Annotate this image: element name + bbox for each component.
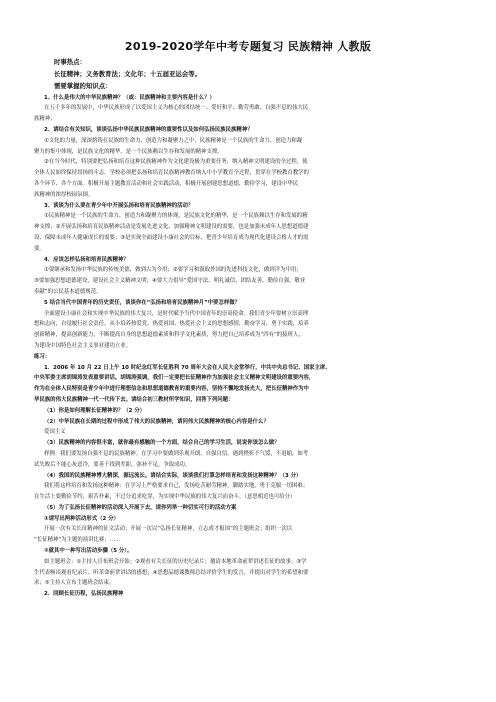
text-line: 样例：我们要发扬自强不息的民族精神。在学习中要做到乐观开朗、自强自信。遇到挫折不气馁，不退缩，如考	[44, 450, 309, 457]
text-line: 如主题班会：①主持人宣布班会开始；②观看有关长征的历史纪录片；邀请本地革命前辈讲述长征的故事；③学	[44, 558, 307, 565]
text-line: 求；⑤主持人宣布主题班会结束。	[34, 580, 115, 587]
text-line: 长征精神；义务教育法；文化年；十五届亚运会等。	[54, 70, 201, 79]
text-line: 2、请结合有关知识，谈谈弘扬中华民族民族精神的重要性以及如何弘扬民族民族精神？	[44, 127, 253, 133]
text-line: ②在当今时代，特别要把弘扬和培育这种民族精神作为文化建设极为重要任务，纳入精神文明建设的全过程，使	[44, 159, 308, 166]
text-line: 设、保障未成年人健康成长的需要；③是实现全面建设小康社会的目标，把青少年培育成为现代化建设合格人才的需	[34, 234, 309, 241]
text-line: 全面建设小康社会和实现中华民族的伟大复兴，是时代赋予当代中国青年的崇高使命。我们青少年要树立崇高理	[44, 310, 309, 317]
text-line: 在生活上要勤俭节约、艰苦朴素，不过分追求吃穿，为实现中华民族的伟大复兴而奋斗。（意思相近也可给分）	[34, 494, 296, 501]
text-line: 要。	[34, 245, 45, 252]
text-line: 练习：	[34, 353, 51, 360]
text-line: 生代表畅谈观看纪录片、听革命前辈讲话的感想；④思想品德课教师总结评价学生的发言，并提出对学生的希望和要	[34, 569, 309, 576]
text-line: 我们将这样培育和发扬这种精神：在学习上严格要求自己，发扬吃苦耐劳精神，脚踏实地，勇于克服一切困难；	[44, 483, 309, 490]
text-line: 聚力的集中体现，是民族文化的精华，是一个民族赖以生存和发展的精神支撑。	[34, 148, 223, 155]
text-line: 1．2006 年 10 月 22 日上午 10 时纪念红军长征胜利 70 周年大会在人民大会堂举行，中共中央总书记、国家主席、	[44, 364, 331, 371]
text-line: 族精神；	[34, 116, 56, 123]
text-line: 全体人民始终保持昂扬的斗志。学校必须把弘扬和培育民族精神教育纳入中小学教育全过程，贯穿在学校教育教学的	[34, 170, 309, 177]
text-line: ①文化的力量，深深熔铸在民族的生命力、创造力和凝聚力之中，民族精神是一个民族的生命力、创造力和凝	[44, 137, 303, 144]
text-line: （2）中华民族在长期的过程中形成了伟大的民族精神，请问伟大民族精神的核心内容是什么？	[44, 418, 269, 425]
text-line: “长征精神”为主题的演讲比赛；……	[34, 537, 121, 544]
text-line: 华民族的伟大民族精神一代一代传下去。请结合初三教材所学知识，回答下列问题：	[34, 396, 234, 403]
text-line: 作为在全体人民特别是青少年中进行理想信念和思想道德教育的重要内容，坚持不懈地发扬光大，把长征精神作为中	[34, 386, 309, 393]
text-line: 神支撑；②开展弘扬和培育民族精神活动是发展先进文化、加强精神文明建设的需要，也是加强未成年人思想道德建	[34, 224, 309, 231]
text-line: 5 结合当代中国青年的历史责任，谈谈你在“弘扬和培育民族精神月”中要怎样做？	[44, 299, 240, 306]
text-line: 需要掌握的知识点：	[54, 82, 112, 91]
text-line: ②就其中一种写出活动步骤（5 分）。	[44, 548, 133, 555]
text-line: 开展一次有关长征精神的征文活动；开展一次以“弘扬长征精神，立志成才报国”的主题班会；组织一次以	[44, 526, 293, 533]
page-title: 2019-2020学年中考专题复习 民族精神 人教版	[124, 40, 372, 53]
text-line: ①请写出两种活动形式（2 分）	[44, 515, 119, 522]
text-line: （1）你是如何理解长征精神的？（2 分）	[44, 407, 146, 414]
text-line: 族精神的浓厚校园氛围。	[34, 191, 94, 198]
text-line: 时事热点：	[54, 58, 86, 66]
document-body	[34, 56, 466, 600]
text-line: 想和志向，自觉履行社会责任，从小培养热爱党、热爱祖国、热爱社会主义的思想感情，勤奋学习，勇于实践，培养	[34, 321, 309, 328]
text-line: （3）民族精神的内容很丰富，就你最有感触的一个方面，结合自己的学习生活，说说你该怎么做？	[44, 440, 280, 447]
text-line: ①要继承和发扬中华民族的传统美德，做到古为今用；②要学习和汲取外国的先进科技文化，做到洋为中用；	[44, 267, 302, 274]
text-line: 创新精神，提高创新能力，不断提高自身的思想道德素质和科学文化素质，努力把自己培养成为“四有”的接班人，	[34, 332, 304, 339]
text-line: 2．回顾长征历程，弘扬民族精神	[44, 591, 124, 598]
text-line: 3、谈谈为什么要在青少年中开展弘扬和培育民族精神的活动？	[44, 202, 194, 209]
text-line: 试失败后不能心灰意冷，要善于找到差距，弥补不足，争取成功。	[34, 461, 191, 468]
text-line: ①民族精神是一个民族的生命力、创造力和凝聚力的体现，是民族文化的精华，是一个民族赖以生存和发展的精	[44, 213, 308, 220]
text-line: 中央军委主席胡锦涛发表重要讲话。胡锦涛强调，我们一定要把长征精神作为加强社会主义精神文明建设的重要内容，	[34, 375, 315, 382]
text-line: 1、什么是伟大的中华民族精神？（或：民族精神和主要内容是什么？）	[44, 94, 215, 101]
text-line: 爱国主义	[44, 429, 66, 436]
text-line: 奉献”的公民基本道德规范。	[34, 288, 102, 295]
text-line: （5）为了弘扬长征精神的活动深入开展下去，请你列举一种切实可行的活动方案	[44, 504, 237, 511]
text-line: ③要加强思想道德建设，建设社会主义精神文明；④要大力倡导“爱国守法、明礼诚信、团结友善、勤俭自强、敬业	[34, 278, 306, 285]
text-line: （4）我国的民族精神博大精深，源远流长。请结合实际，谈谈我们打算怎样培育和发扬这种精神？（3 分）	[44, 472, 302, 479]
text-line: 各个环节、各个方面。积极开展主题教育活动和社会实践活动，积极开展创建思想道德，勤俭学习，建设中华民	[34, 180, 299, 187]
text-line: 在五千多年的发展中，中华民族形成了以爱国主义为核心的团结统一、爱好和平、勤劳勇敢、自强不息的伟大民	[44, 105, 309, 112]
text-line: 4、应该怎样弘扬和培育民族精神？	[44, 256, 129, 263]
text-line: 为建设中国特色社会主义事业建功立业。	[34, 342, 132, 349]
